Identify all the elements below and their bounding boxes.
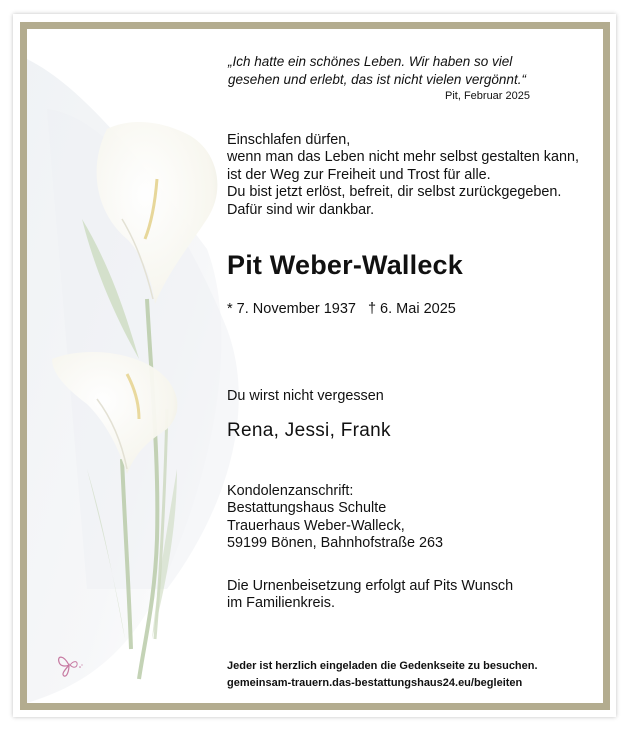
deceased-name: Pit Weber-Walleck [227,250,463,280]
quote-line: gesehen und erlebt, das ist nicht vielen vergönnt.“ [228,72,526,87]
urn-notice [227,578,513,613]
remember-line: Du wirst nicht vergessen [227,388,384,404]
condolence-address [227,483,443,553]
urn-notice-line: Die Urnenbeisetzung erfolgt auf Pits Wunsch [227,578,514,594]
obituary-card [20,22,610,710]
poem-line: wenn man das Leben nicht mehr selbst gestalten kann, [227,149,579,166]
life-dates [227,301,456,317]
quote-attribution: Pit, Februar 2025 [445,90,530,102]
invitation-text: Jeder ist herzlich eingeladen die Gedenkseite zu besuchen. [227,660,538,672]
memorial-page-link[interactable]: gemeinsam-trauern.das-bestattungshaus24.eu/begleiten [227,676,523,689]
quote-line: „Ich hatte ein schönes Leben. Wir haben so viel [228,54,513,69]
address-line: Bestattungshaus Schulte [227,500,387,517]
family-names: Rena, Jessi, Frank [227,420,391,441]
death-date: † 6. Mai 2025 [367,301,456,317]
address-line: Trauerhaus Weber-Walleck, [227,517,405,534]
poem-line: Einschlafen dürfen, [227,132,351,148]
poem-block [227,132,579,219]
address-line: Kondolenzanschrift: [227,483,354,499]
urn-notice-line: im Familienkreis. [227,595,335,612]
poem-line: Du bist jetzt erlöst, befreit, dir selbst zurückgegeben. [227,184,562,201]
butterfly-icon [55,652,85,678]
invitation-block [227,658,538,691]
birth-date: * 7. November 1937 [227,301,356,317]
address-line: 59199 Bönen, Bahnhofstraße 263 [227,535,444,552]
poem-line: ist der Weg zur Freiheit und Trost für alle. [227,166,491,183]
poem-line: Dafür sind wir dankbar. [227,201,375,218]
quote-block [228,53,526,89]
